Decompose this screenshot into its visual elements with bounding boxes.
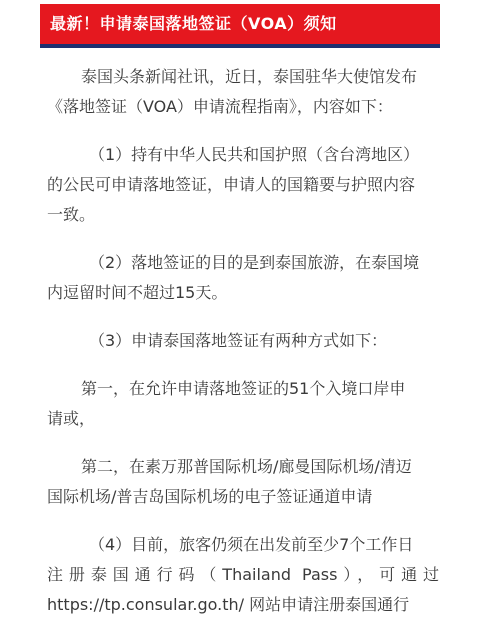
- text-line: 一致。: [47, 205, 96, 224]
- paragraph-item-4: [47, 530, 439, 620]
- article-title-banner: [40, 4, 440, 48]
- text-line: （3）申请泰国落地签证有两种方式如下：: [89, 331, 388, 350]
- text-line: 泰国头条新闻社讯，近日，泰国驻华大使馆发布: [81, 67, 418, 86]
- article-title: 最新！申请泰国落地签证（VOA）须知: [50, 14, 337, 33]
- article-body: [47, 62, 439, 638]
- text-line: 《落地签证（VOA）申请流程指南》，内容如下：: [47, 97, 393, 116]
- text-line: （2）落地签证的目的是到泰国旅游，在泰国境: [89, 253, 420, 272]
- paragraph-method-1: [47, 374, 439, 434]
- text-line: 内逗留时间不超过15天。: [47, 283, 228, 302]
- paragraph-intro: [47, 62, 439, 122]
- paragraph-item-2: [47, 248, 439, 308]
- paragraph-method-2: [47, 452, 439, 512]
- text-line: 注册泰国通行码（Thailand Pass），可通过: [47, 565, 439, 584]
- text-line: 请或，: [47, 409, 96, 428]
- text-line: 第二，在素万那普国际机场/廊曼国际机场/清迈: [81, 457, 412, 476]
- paragraph-item-1: [47, 140, 439, 230]
- text-line: 国际机场/普吉岛国际机场的电子签证通道申请: [47, 487, 373, 506]
- website-link-line[interactable]: https://tp.consular.go.th/ 网站申请注册泰国通行: [47, 595, 410, 614]
- text-line: 的公民可申请落地签证，申请人的国籍要与护照内容: [47, 175, 416, 194]
- text-line: （1）持有中华人民共和国护照（含台湾地区）: [89, 145, 420, 164]
- paragraph-item-3: [47, 326, 439, 356]
- text-line: （4）目前，旅客仍须在出发前至少7个工作日: [89, 535, 414, 554]
- text-line: 第一，在允许申请落地签证的51个入境口岸申: [81, 379, 406, 398]
